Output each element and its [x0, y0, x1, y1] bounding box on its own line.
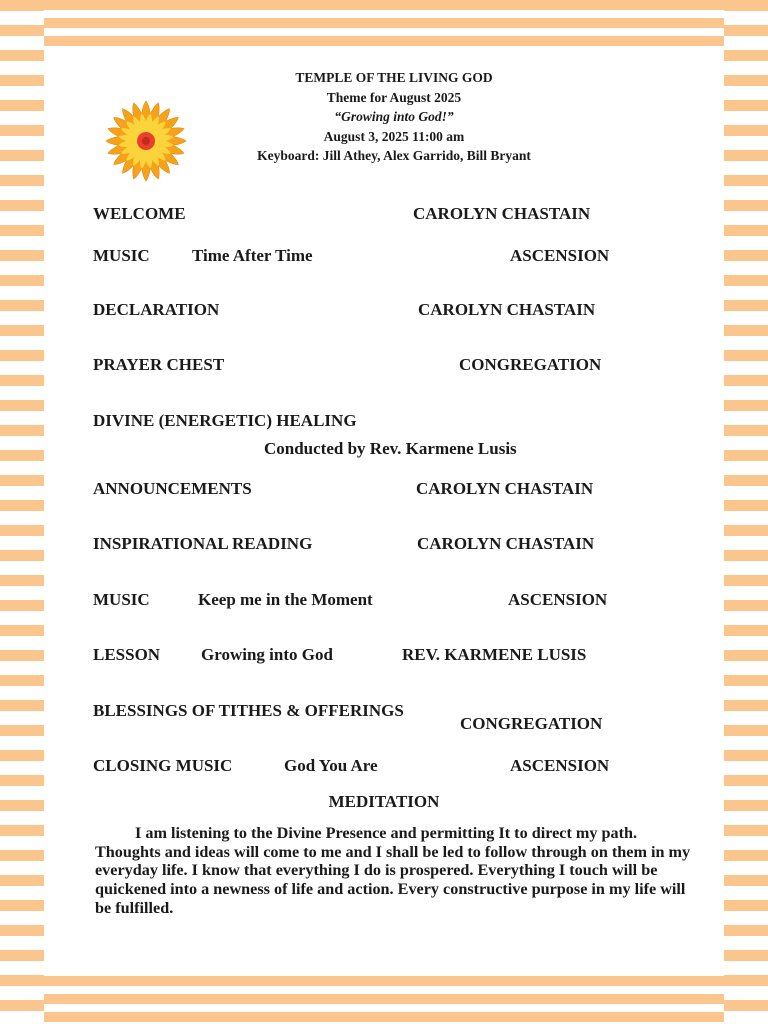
welcome-leader: CAROLYN CHASTAIN — [413, 204, 591, 223]
service-date-time: August 3, 2025 11:00 am — [323, 128, 465, 144]
announcements-leader: CAROLYN CHASTAIN — [416, 479, 594, 498]
church-title: TEMPLE OF THE LIVING GOD — [295, 70, 493, 85]
meditation-text: I am listening to the Divine Presence and permitting It to direct my path. Thoughts and ideas will come to me and I shall be led to follow through on them in my everyday life. I know that everything I do is prospered. Everything I touch will be quickened into a newness of life and action. Every constructive purpose in my life will be fulfilled. — [95, 824, 691, 917]
bottom-stripe-border — [0, 976, 768, 1024]
music2-leader: ASCENSION — [508, 590, 608, 609]
program-page — [44, 48, 724, 976]
meditation-heading: MEDITATION — [328, 792, 440, 811]
theme-title: “Growing into God!” — [334, 109, 454, 124]
healing-item: DIVINE (ENERGETIC) HEALING — [93, 411, 357, 430]
left-stripe-border — [0, 0, 44, 1024]
closing-music-leader: ASCENSION — [510, 756, 610, 775]
closing-music-title: God You Are — [284, 756, 378, 775]
declaration-leader: CAROLYN CHASTAIN — [418, 300, 596, 319]
music1-title: Time After Time — [192, 246, 313, 265]
announcements-item: ANNOUNCEMENTS — [93, 479, 252, 498]
healing-note: Conducted by Rev. Karmene Lusis — [264, 439, 517, 458]
lesson-item: LESSON — [93, 645, 161, 664]
declaration-item: DECLARATION — [93, 300, 220, 319]
blessings-item: BLESSINGS OF TITHES & OFFERINGS — [93, 701, 404, 720]
reading-leader: CAROLYN CHASTAIN — [417, 534, 595, 553]
prayer-chest-item: PRAYER CHEST — [93, 355, 225, 374]
right-stripe-border — [724, 0, 768, 1024]
top-stripe-border — [0, 0, 768, 48]
music2-title: Keep me in the Moment — [198, 590, 373, 609]
sunflower-icon — [105, 100, 187, 182]
blessings-leader: CONGREGATION — [460, 714, 603, 733]
music1-leader: ASCENSION — [510, 246, 610, 265]
welcome-item: WELCOME — [93, 204, 186, 223]
theme-label: Theme for August 2025 — [326, 89, 462, 105]
keyboard-credits: Keyboard: Jill Athey, Alex Garrido, Bill Bryant — [257, 148, 531, 163]
lesson-leader: REV. KARMENE LUSIS — [402, 645, 587, 664]
reading-item: INSPIRATIONAL READING — [93, 534, 313, 553]
prayer-chest-leader: CONGREGATION — [459, 355, 602, 374]
lesson-title: Growing into God — [201, 645, 333, 664]
music2-item: MUSIC — [93, 590, 150, 609]
flower-center-dot — [142, 137, 150, 145]
bulletin-header — [214, 68, 574, 166]
music1-item: MUSIC — [93, 246, 150, 265]
closing-music-item: CLOSING MUSIC — [93, 756, 233, 775]
